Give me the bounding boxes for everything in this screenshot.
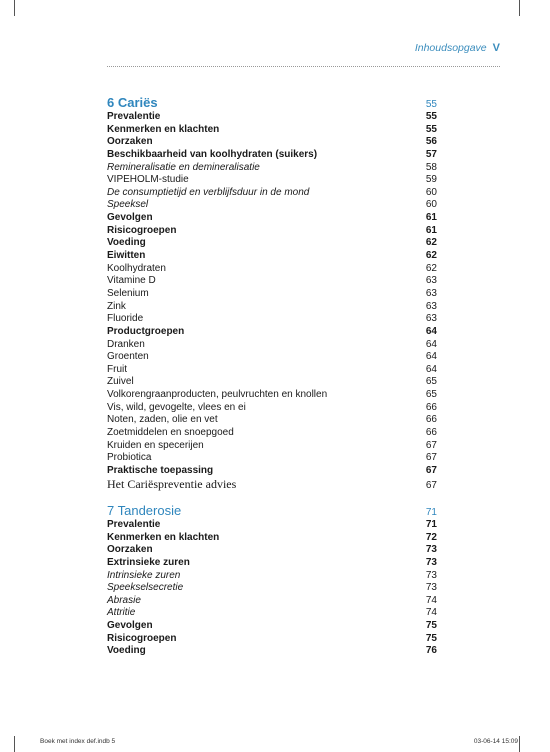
- toc-entry[interactable]: [107, 427, 437, 440]
- toc-entry[interactable]: [107, 225, 437, 238]
- toc-entry[interactable]: [107, 519, 437, 532]
- toc-entry[interactable]: [107, 478, 437, 491]
- toc-entry[interactable]: [107, 465, 437, 478]
- toc-entry[interactable]: [107, 364, 437, 377]
- footer-date: 03-06-14 15:09: [473, 738, 518, 745]
- toc-entry-title: Abrasie: [107, 594, 141, 606]
- toc-entry-page: 56: [425, 136, 437, 148]
- toc-entry[interactable]: [107, 187, 437, 200]
- toc-entry-title: Prevalentie: [107, 519, 161, 530]
- toc-entry[interactable]: [107, 633, 437, 646]
- toc-entry-page: 64: [425, 363, 437, 375]
- running-header: [415, 42, 500, 54]
- toc-entry-title: Intrinsieke zuren: [107, 569, 181, 581]
- toc-entry-title: Het Cariëspreventie advies: [107, 476, 237, 491]
- toc-chapter-7: [107, 503, 437, 658]
- toc-entry-page: 67: [425, 452, 437, 464]
- toc-entry-page: 73: [425, 569, 437, 581]
- toc-entry-page: 59: [425, 174, 437, 186]
- toc-entry[interactable]: [107, 440, 437, 453]
- toc-entry-title: Risicogroepen: [107, 224, 177, 236]
- toc-entry-title: Gevolgen: [107, 212, 153, 224]
- toc-entry[interactable]: [107, 288, 437, 301]
- crop-mark-left: [14, 0, 15, 16]
- toc-entry-title: Remineralisatie en demineralisatie: [107, 161, 260, 173]
- toc-entry-page: 71: [425, 519, 437, 530]
- toc-entry-page: 63: [425, 275, 437, 287]
- toc-entry-page: 60: [425, 186, 437, 198]
- toc-entry-page: 74: [425, 594, 437, 606]
- toc-entry-title: Zoetmiddelen en snoepgoed: [107, 427, 234, 439]
- toc-entry[interactable]: [107, 544, 437, 557]
- toc-entry[interactable]: [107, 607, 437, 620]
- crop-mark-bottom-left: [14, 736, 15, 752]
- toc-entry[interactable]: [107, 620, 437, 633]
- toc-entry-title: Selenium: [107, 287, 149, 299]
- toc-entry-page: 75: [425, 620, 437, 632]
- toc-entry[interactable]: [107, 570, 437, 583]
- toc-entry-title: Speeksel: [107, 199, 149, 211]
- toc-entry-title: VIPEHOLM-studie: [107, 174, 189, 186]
- toc-entry-page: 64: [425, 325, 437, 337]
- toc-entry[interactable]: [107, 212, 437, 225]
- toc-entry-title: Speekselsecretie: [107, 582, 184, 594]
- toc-entry[interactable]: [107, 237, 437, 250]
- toc-entry[interactable]: [107, 339, 437, 352]
- toc-entry-title: Fluoride: [107, 313, 144, 325]
- toc-entry-page: 75: [425, 632, 437, 644]
- toc-entry-title: Voeding: [107, 237, 146, 249]
- toc-entry-title: Beschikbaarheid van koolhydraten (suikers): [107, 148, 318, 160]
- crop-mark-bottom-right: [519, 736, 520, 752]
- toc-entry-page: 64: [425, 351, 437, 363]
- header-section-title: Inhoudsopgave: [414, 42, 487, 54]
- toc-entry[interactable]: [107, 199, 437, 212]
- toc-entry[interactable]: [107, 402, 437, 415]
- toc-entry-title: Praktische toepassing: [107, 464, 214, 476]
- toc-entry[interactable]: [107, 111, 437, 124]
- toc-entry-title: Zuivel: [107, 376, 134, 388]
- toc-entry[interactable]: [107, 389, 437, 402]
- toc-entry-page: 55: [425, 123, 437, 135]
- toc-entry[interactable]: [107, 275, 437, 288]
- toc-entry-page: 74: [425, 607, 437, 619]
- toc-entry[interactable]: [107, 124, 437, 137]
- chapter-heading[interactable]: [107, 503, 437, 519]
- toc-entry-page: 65: [425, 376, 437, 388]
- toc-entry[interactable]: [107, 149, 437, 162]
- toc-entry[interactable]: [107, 452, 437, 465]
- toc-entry[interactable]: [107, 174, 437, 187]
- toc-entry-page: 61: [425, 212, 437, 224]
- toc-entry-page: 72: [425, 531, 437, 543]
- toc-entry[interactable]: [107, 376, 437, 389]
- toc-entry-page: 62: [425, 250, 437, 262]
- toc-entry[interactable]: [107, 250, 437, 263]
- toc-entry-title: Kenmerken en klachten: [107, 531, 220, 543]
- toc-entry[interactable]: [107, 313, 437, 326]
- toc-entry-title: De consumptietijd en verblijfsduur in de mond: [107, 186, 310, 198]
- chapter-heading[interactable]: [107, 95, 437, 111]
- toc-entry[interactable]: [107, 645, 437, 658]
- toc-entry-title: Groenten: [107, 351, 149, 363]
- toc-entry-title: Vitamine D: [107, 275, 156, 287]
- toc-entry-page: 66: [425, 427, 437, 439]
- toc-entry-title: Voeding: [107, 645, 146, 657]
- toc-entry-title: Eiwitten: [107, 250, 146, 262]
- chapter-page-number: 71: [425, 507, 437, 518]
- toc-entry[interactable]: [107, 162, 437, 175]
- toc-entry-title: Productgroepen: [107, 325, 185, 337]
- toc-entry[interactable]: [107, 582, 437, 595]
- toc-entry-page: 67: [425, 464, 437, 476]
- toc-entry-page: 65: [425, 389, 437, 401]
- chapter-title: 7 Tanderosie: [107, 503, 182, 518]
- toc-entry[interactable]: [107, 351, 437, 364]
- toc-entry-title: Oorzaken: [107, 136, 153, 148]
- crop-mark-right: [519, 0, 520, 16]
- toc-entry-title: Vis, wild, gevogelte, vlees en ei: [107, 401, 246, 413]
- toc-entry-title: Fruit: [107, 363, 127, 375]
- toc-entry-title: Extrinsieke zuren: [107, 556, 190, 568]
- toc-entry-page: 60: [425, 199, 437, 211]
- toc-entry-title: Koolhydraten: [107, 262, 166, 274]
- toc-entry[interactable]: [107, 557, 437, 570]
- toc-entry-page: 73: [425, 556, 437, 568]
- toc-entry-page: 63: [425, 300, 437, 312]
- toc-chapter-6: [107, 95, 437, 490]
- toc-entry-page: 63: [425, 313, 437, 325]
- header-page-number: V: [492, 42, 500, 54]
- toc-entry-page: 67: [425, 439, 437, 451]
- toc-entry-title: Prevalentie: [107, 111, 161, 122]
- toc-entry[interactable]: [107, 301, 437, 314]
- toc-entry[interactable]: [107, 136, 437, 149]
- chapter-page-number: 55: [425, 99, 437, 110]
- toc-entry-page: 62: [425, 262, 437, 274]
- toc-entry-page: 57: [425, 148, 437, 160]
- toc-entry-page: 63: [425, 287, 437, 299]
- toc-entry-title: Risicogroepen: [107, 632, 177, 644]
- toc-entry[interactable]: [107, 263, 437, 276]
- toc-entry[interactable]: [107, 326, 437, 339]
- toc-entry-title: Probiotica: [107, 452, 152, 464]
- toc-entry-title: Zink: [107, 300, 126, 312]
- toc-entry-title: Volkorengraanproducten, peulvruchten en knollen: [107, 389, 328, 401]
- toc-entry-page: 61: [425, 224, 437, 236]
- chapter-title: 6 Cariës: [107, 95, 158, 110]
- toc-entry-page: 73: [425, 582, 437, 594]
- toc-entry[interactable]: [107, 414, 437, 427]
- header-dotted-rule: [107, 66, 500, 67]
- toc-entry[interactable]: [107, 532, 437, 545]
- toc-entry[interactable]: [107, 595, 437, 608]
- print-footer: [40, 738, 518, 745]
- toc-entry-page: 62: [425, 237, 437, 249]
- footer-file-name: Boek met index def.indb 5: [40, 738, 116, 745]
- toc-entry-title: Dranken: [107, 338, 145, 350]
- toc-entry-page: 58: [425, 161, 437, 173]
- toc-entry-page: 64: [425, 338, 437, 350]
- toc-entry-title: Noten, zaden, olie en vet: [107, 414, 218, 426]
- toc-entry-page: 67: [425, 479, 437, 491]
- toc-entry-title: Gevolgen: [107, 620, 153, 632]
- toc-entry-title: Kenmerken en klachten: [107, 123, 220, 135]
- toc-entry-page: 66: [425, 401, 437, 413]
- toc-entry-title: Attritie: [107, 607, 136, 619]
- toc-entry-title: Oorzaken: [107, 544, 153, 556]
- toc-entry-page: 55: [425, 111, 437, 122]
- toc-entry-page: 76: [425, 645, 437, 657]
- toc-entry-page: 66: [425, 414, 437, 426]
- toc-entry-title: Kruiden en specerijen: [107, 439, 204, 451]
- toc-entry-page: 73: [425, 544, 437, 556]
